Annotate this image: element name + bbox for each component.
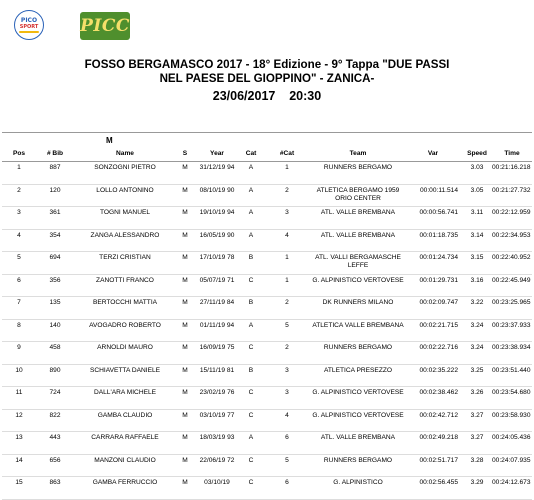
cell-team: RUNNERS BERGAMO <box>312 162 404 185</box>
cell-cat: C <box>240 454 262 477</box>
cell-cat: A <box>240 162 262 185</box>
cell-time: 00:21:27.732 <box>492 184 532 207</box>
cell-ncat: 2 <box>262 342 312 365</box>
cell-time: 00:22:34.953 <box>492 229 532 252</box>
cell-cat: A <box>240 432 262 455</box>
cell-speed: 3.24 <box>462 342 492 365</box>
cell-time: 00:24:12.673 <box>492 477 532 500</box>
results-table <box>2 146 532 500</box>
table-row <box>2 252 532 275</box>
cell-bib: 120 <box>36 184 74 207</box>
cell-var: 00:00:11.514 <box>404 184 462 207</box>
cell-time: 00:21:16.218 <box>492 162 532 185</box>
cell-name: SCHIAVETTA DANIELE <box>74 364 176 387</box>
table-row <box>2 207 532 230</box>
cell-var: 00:01:24.734 <box>404 252 462 275</box>
cell-speed: 3.26 <box>462 387 492 410</box>
cell-year: 27/11/19 84 <box>194 297 240 320</box>
cell-team: ATLETICA PRESEZZO <box>312 364 404 387</box>
cell-s: M <box>176 229 194 252</box>
column-header: Team <box>312 146 404 162</box>
cell-name: ZANOTTI FRANCO <box>74 274 176 297</box>
column-header: # Bib <box>36 146 74 162</box>
column-header: Cat <box>240 146 262 162</box>
cell-pos: 11 <box>2 387 36 410</box>
cell-ncat: 1 <box>262 252 312 275</box>
cell-ncat: 1 <box>262 162 312 185</box>
cell-name: TERZI CRISTIAN <box>74 252 176 275</box>
cell-bib: 135 <box>36 297 74 320</box>
cell-cat: A <box>240 207 262 230</box>
cell-pos: 13 <box>2 432 36 455</box>
cell-var: 00:02:35.222 <box>404 364 462 387</box>
cell-speed: 3.22 <box>462 297 492 320</box>
cell-cat: C <box>240 409 262 432</box>
table-row <box>2 274 532 297</box>
cell-speed: 3.27 <box>462 432 492 455</box>
cell-var: 00:02:56.455 <box>404 477 462 500</box>
cell-s: M <box>176 319 194 342</box>
cell-team: ATL. VALLI BERGAMASCHE LEFFE <box>312 252 404 275</box>
pico-sport-logo-line2: SPORT <box>19 24 39 30</box>
cell-bib: 354 <box>36 229 74 252</box>
cell-name: BERTOCCHI MATTIA <box>74 297 176 320</box>
cell-ncat: 1 <box>262 274 312 297</box>
cell-var: 00:02:51.717 <box>404 454 462 477</box>
cell-bib: 140 <box>36 319 74 342</box>
table-row <box>2 409 532 432</box>
cell-speed: 3.29 <box>462 477 492 500</box>
column-header: Var <box>404 146 462 162</box>
cell-pos: 4 <box>2 229 36 252</box>
cell-team: G. ALPINISTICO <box>312 477 404 500</box>
cell-name: AVOGADRO ROBERTO <box>74 319 176 342</box>
cell-name: CARRARA RAFFAELE <box>74 432 176 455</box>
cell-pos: 2 <box>2 184 36 207</box>
table-header-row <box>2 146 532 162</box>
cell-team: G. ALPINISTICO VERTOVESE <box>312 274 404 297</box>
cell-year: 05/07/19 71 <box>194 274 240 297</box>
group-label: M <box>106 136 113 145</box>
cell-team: ATLETICA BERGAMO 1959 ORIO CENTER <box>312 184 404 207</box>
column-header: Speed <box>462 146 492 162</box>
cell-var: 00:02:49.218 <box>404 432 462 455</box>
cell-cat: A <box>240 229 262 252</box>
column-header: #Cat <box>262 146 312 162</box>
cell-time: 00:23:25.965 <box>492 297 532 320</box>
cell-name: SONZOGNI PIETRO <box>74 162 176 185</box>
cell-bib: 887 <box>36 162 74 185</box>
cell-bib: 356 <box>36 274 74 297</box>
table-row <box>2 387 532 410</box>
cell-year: 22/06/19 72 <box>194 454 240 477</box>
cell-bib: 458 <box>36 342 74 365</box>
cell-cat: C <box>240 477 262 500</box>
cell-time: 00:22:40.952 <box>492 252 532 275</box>
cell-year: 18/03/19 93 <box>194 432 240 455</box>
cell-speed: 3.14 <box>462 229 492 252</box>
cell-year: 23/02/19 76 <box>194 387 240 410</box>
cell-pos: 9 <box>2 342 36 365</box>
cell-time: 00:22:45.949 <box>492 274 532 297</box>
cell-speed: 3.24 <box>462 319 492 342</box>
table-row <box>2 162 532 185</box>
cell-pos: 10 <box>2 364 36 387</box>
cell-speed: 3.28 <box>462 454 492 477</box>
cell-s: M <box>176 207 194 230</box>
cell-name: DALL'ARA MICHELE <box>74 387 176 410</box>
cell-team: ATL. VALLE BREMBANA <box>312 229 404 252</box>
cell-pos: 1 <box>2 162 36 185</box>
cell-cat: B <box>240 297 262 320</box>
cell-var: 00:01:29.731 <box>404 274 462 297</box>
pico-sport-logo-line1: PICO <box>20 17 38 24</box>
cell-year: 15/11/19 81 <box>194 364 240 387</box>
picc-logo-text: PICC <box>80 16 130 36</box>
cell-pos: 12 <box>2 409 36 432</box>
cell-ncat: 2 <box>262 184 312 207</box>
cell-bib: 822 <box>36 409 74 432</box>
column-header: Name <box>74 146 176 162</box>
cell-team: RUNNERS BERGAMO <box>312 342 404 365</box>
cell-cat: C <box>240 387 262 410</box>
cell-time: 00:23:37.933 <box>492 319 532 342</box>
top-divider <box>2 132 532 133</box>
cell-team: G. ALPINISTICO VERTOVESE <box>312 387 404 410</box>
cell-ncat: 6 <box>262 477 312 500</box>
cell-bib: 361 <box>36 207 74 230</box>
cell-year: 17/10/19 78 <box>194 252 240 275</box>
cell-var: 00:02:42.712 <box>404 409 462 432</box>
cell-var: 00:02:21.715 <box>404 319 462 342</box>
column-header: Pos <box>2 146 36 162</box>
cell-team: RUNNERS BERGAMO <box>312 454 404 477</box>
cell-year: 19/10/19 94 <box>194 207 240 230</box>
cell-cat: A <box>240 319 262 342</box>
table-body <box>2 162 532 500</box>
column-header: S <box>176 146 194 162</box>
cell-ncat: 3 <box>262 387 312 410</box>
table-row <box>2 477 532 500</box>
cell-team: ATL. VALLE BREMBANA <box>312 207 404 230</box>
event-title-line2: NEL PAESE DEL GIOPPINO" - ZANICA- <box>159 72 375 85</box>
cell-name: GAMBA FERRUCCIO <box>74 477 176 500</box>
cell-time: 00:23:54.680 <box>492 387 532 410</box>
cell-bib: 656 <box>36 454 74 477</box>
cell-s: M <box>176 409 194 432</box>
cell-bib: 863 <box>36 477 74 500</box>
cell-s: M <box>176 184 194 207</box>
cell-name: TOGNI MANUEL <box>74 207 176 230</box>
cell-cat: A <box>240 184 262 207</box>
table-row <box>2 184 532 207</box>
cell-speed: 3.15 <box>462 252 492 275</box>
cell-pos: 5 <box>2 252 36 275</box>
cell-cat: B <box>240 252 262 275</box>
cell-bib: 694 <box>36 252 74 275</box>
cell-year: 03/10/19 <box>194 477 240 500</box>
cell-var: 00:02:22.716 <box>404 342 462 365</box>
cell-s: M <box>176 364 194 387</box>
cell-cat: B <box>240 364 262 387</box>
cell-ncat: 4 <box>262 229 312 252</box>
cell-ncat: 5 <box>262 454 312 477</box>
cell-name: ZANGA ALESSANDRO <box>74 229 176 252</box>
cell-team: ATLETICA VALLE BREMBANA <box>312 319 404 342</box>
picc-logo <box>80 12 130 40</box>
cell-cat: C <box>240 274 262 297</box>
cell-team: ATL. VALLE BREMBANA <box>312 432 404 455</box>
table-row <box>2 432 532 455</box>
cell-pos: 8 <box>2 319 36 342</box>
cell-name: GAMBA CLAUDIO <box>74 409 176 432</box>
table-row <box>2 297 532 320</box>
cell-team: DK RUNNERS MILANO <box>312 297 404 320</box>
cell-speed: 3.25 <box>462 364 492 387</box>
cell-var: 00:00:56.741 <box>404 207 462 230</box>
cell-var: 00:02:38.462 <box>404 387 462 410</box>
cell-s: M <box>176 387 194 410</box>
cell-pos: 7 <box>2 297 36 320</box>
cell-ncat: 3 <box>262 207 312 230</box>
event-title-line1: FOSSO BERGAMASCO 2017 - 18° Edizione - 9° Tappa "DUE PASSI <box>84 58 450 71</box>
cell-team: G. ALPINISTICO VERTOVESE <box>312 409 404 432</box>
column-header: Year <box>194 146 240 162</box>
cell-year: 01/11/19 94 <box>194 319 240 342</box>
cell-pos: 14 <box>2 454 36 477</box>
cell-s: M <box>176 477 194 500</box>
cell-var: 00:01:18.735 <box>404 229 462 252</box>
cell-name: ARNOLDI MAURO <box>74 342 176 365</box>
cell-bib: 443 <box>36 432 74 455</box>
cell-pos: 6 <box>2 274 36 297</box>
cell-bib: 890 <box>36 364 74 387</box>
event-date-time: 23/06/2017 20:30 <box>212 89 322 103</box>
cell-speed: 3.03 <box>462 162 492 185</box>
cell-time: 00:24:05.436 <box>492 432 532 455</box>
cell-s: M <box>176 162 194 185</box>
table-row <box>2 342 532 365</box>
cell-speed: 3.05 <box>462 184 492 207</box>
cell-pos: 15 <box>2 477 36 500</box>
cell-name: MANZONI CLAUDIO <box>74 454 176 477</box>
cell-speed: 3.16 <box>462 274 492 297</box>
cell-var: 00:02:09.747 <box>404 297 462 320</box>
cell-time: 00:23:38.934 <box>492 342 532 365</box>
cell-ncat: 6 <box>262 432 312 455</box>
cell-ncat: 5 <box>262 319 312 342</box>
cell-s: M <box>176 342 194 365</box>
cell-year: 31/12/19 94 <box>194 162 240 185</box>
table-row <box>2 454 532 477</box>
cell-year: 16/05/19 90 <box>194 229 240 252</box>
cell-name: LOLLO ANTONINO <box>74 184 176 207</box>
cell-ncat: 2 <box>262 297 312 320</box>
cell-time: 00:23:58.930 <box>492 409 532 432</box>
cell-bib: 724 <box>36 387 74 410</box>
cell-s: M <box>176 274 194 297</box>
cell-pos: 3 <box>2 207 36 230</box>
cell-s: M <box>176 297 194 320</box>
cell-var <box>404 162 462 185</box>
cell-ncat: 3 <box>262 364 312 387</box>
cell-year: 08/10/19 90 <box>194 184 240 207</box>
cell-s: M <box>176 432 194 455</box>
cell-time: 00:23:51.440 <box>492 364 532 387</box>
cell-time: 00:24:07.935 <box>492 454 532 477</box>
cell-s: M <box>176 454 194 477</box>
cell-s: M <box>176 252 194 275</box>
pico-sport-logo <box>14 10 44 40</box>
cell-time: 00:22:12.959 <box>492 207 532 230</box>
cell-speed: 3.11 <box>462 207 492 230</box>
table-row <box>2 319 532 342</box>
cell-ncat: 4 <box>262 409 312 432</box>
cell-year: 16/09/19 75 <box>194 342 240 365</box>
column-header: Time <box>492 146 532 162</box>
logo-swoosh <box>19 31 39 33</box>
table-row <box>2 229 532 252</box>
table-row <box>2 364 532 387</box>
cell-speed: 3.27 <box>462 409 492 432</box>
cell-year: 03/10/19 77 <box>194 409 240 432</box>
cell-cat: C <box>240 342 262 365</box>
